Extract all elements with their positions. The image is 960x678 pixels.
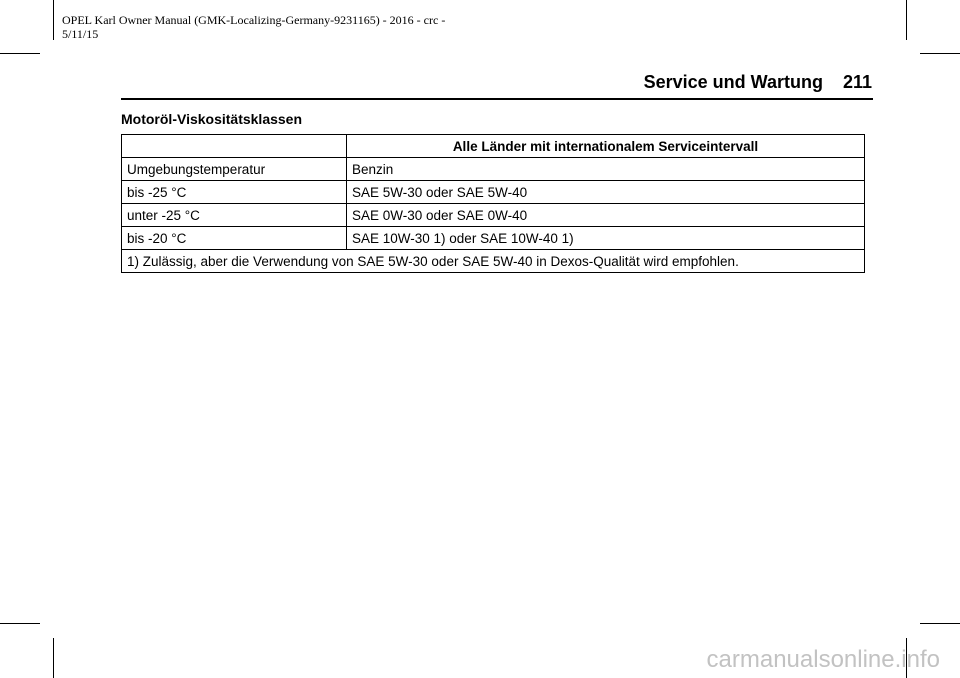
table-header-row xyxy=(122,135,865,158)
crop-mark xyxy=(53,0,54,40)
table-cell: Benzin xyxy=(347,158,865,181)
page-heading xyxy=(644,72,872,93)
document-header xyxy=(62,13,445,41)
table-header-cell: Alle Länder mit internationalem Serviceintervall xyxy=(347,135,865,158)
crop-mark xyxy=(920,623,960,624)
table-header-cell xyxy=(122,135,347,158)
table-cell: unter -25 °C xyxy=(122,204,347,227)
crop-mark xyxy=(0,623,40,624)
table-cell: bis -20 °C xyxy=(122,227,347,250)
table-row xyxy=(122,181,865,204)
table-cell: SAE 0W-30 oder SAE 0W-40 xyxy=(347,204,865,227)
document-header-line1: OPEL Karl Owner Manual (GMK-Localizing-Germany-9231165) - 2016 - crc - xyxy=(62,13,446,27)
table-row xyxy=(122,227,865,250)
crop-mark xyxy=(53,638,54,678)
table-cell: SAE 10W-30 1) oder SAE 10W-40 1) xyxy=(347,227,865,250)
table-cell: bis -25 °C xyxy=(122,181,347,204)
table-footnote-row xyxy=(122,250,865,273)
watermark: carmanualsonline.info xyxy=(706,646,940,673)
heading-rule xyxy=(121,98,873,100)
table-row xyxy=(122,158,865,181)
chapter-title: Service und Wartung xyxy=(643,72,823,92)
crop-mark xyxy=(0,53,40,54)
crop-mark xyxy=(920,53,960,54)
page-number: 211 xyxy=(842,72,872,92)
table-row xyxy=(122,204,865,227)
crop-mark xyxy=(906,0,907,40)
document-header-line2: 5/11/15 xyxy=(62,27,99,41)
table-cell: SAE 5W-30 oder SAE 5W-40 xyxy=(347,181,865,204)
table-cell: Umgebungstemperatur xyxy=(122,158,347,181)
viscosity-table xyxy=(121,134,865,273)
table-footnote: 1) Zulässig, aber die Verwendung von SAE 5W-30 oder SAE 5W-40 in Dexos-Qualität wird empfohlen. xyxy=(122,250,865,273)
section-title: Motoröl-Viskositätsklassen xyxy=(121,111,303,127)
